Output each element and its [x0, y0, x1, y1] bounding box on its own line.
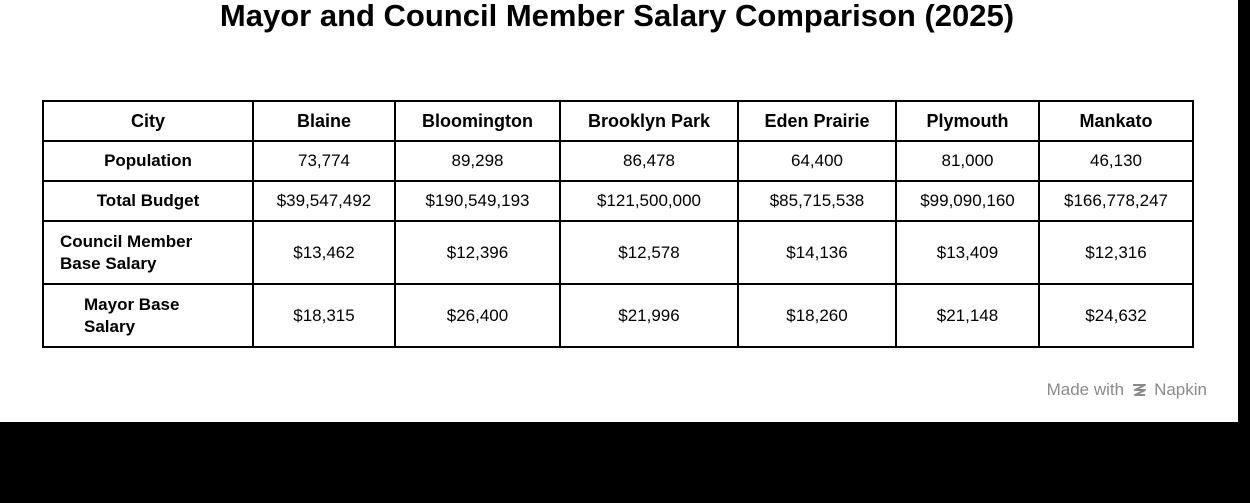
made-with-napkin-footer: [1047, 380, 1207, 400]
row-label-mayor-base-salary: [43, 284, 253, 347]
row-label-line: Population: [104, 151, 192, 170]
row-label-line: Mayor Base: [84, 294, 180, 314]
table-cell: 81,000: [896, 141, 1039, 181]
table-cell: $13,409: [896, 221, 1039, 284]
table-cell: $18,260: [738, 284, 896, 347]
table-cell: 86,478: [560, 141, 738, 181]
header-cell-city-name: Bloomington: [395, 101, 560, 141]
row-label-line: Council Member: [60, 231, 193, 251]
table-row-total-budget: [43, 181, 1193, 221]
salary-comparison-table: [42, 100, 1194, 348]
row-label-line: Total Budget: [96, 191, 200, 210]
table-cell: $18,315: [253, 284, 395, 347]
table-cell: $99,090,160: [896, 181, 1039, 221]
table-header-row: [43, 101, 1193, 141]
row-label-line: Salary: [84, 316, 136, 336]
table-cell: $21,148: [896, 284, 1039, 347]
row-label-total-budget: [43, 181, 253, 221]
table-cell: $12,578: [560, 221, 738, 284]
table-cell: $85,715,538: [738, 181, 896, 221]
table-cell: $26,400: [395, 284, 560, 347]
table-row-mayor-salary: [43, 284, 1193, 347]
table-cell: $190,549,193: [395, 181, 560, 221]
table-cell: $14,136: [738, 221, 896, 284]
table-cell: $121,500,000: [560, 181, 738, 221]
header-cell-city: City: [43, 101, 253, 141]
row-label-council-member-base-salary: [43, 221, 253, 284]
table-row-population: [43, 141, 1193, 181]
header-cell-city-name: Blaine: [253, 101, 395, 141]
table-cell: $13,462: [253, 221, 395, 284]
made-with-text: Made with: [1046, 380, 1125, 399]
table-cell: $39,547,492: [253, 181, 395, 221]
table-cell: $21,996: [560, 284, 738, 347]
header-cell-city-name: Eden Prairie: [738, 101, 896, 141]
table-cell: $24,632: [1039, 284, 1193, 347]
table-row-council-salary: [43, 221, 1193, 284]
napkin-brand-text: Napkin: [1154, 380, 1207, 399]
table-cell: 46,130: [1039, 141, 1193, 181]
table-cell: 89,298: [395, 141, 560, 181]
napkin-logo-icon: [1130, 381, 1148, 399]
header-cell-city-name: Brooklyn Park: [560, 101, 738, 141]
table-cell: $12,396: [395, 221, 560, 284]
row-label-population: [43, 141, 253, 181]
header-cell-city-name: Plymouth: [896, 101, 1039, 141]
row-label-line: Base Salary: [60, 253, 157, 273]
chart-title: Mayor and Council Member Salary Comparison (2025): [219, 0, 1015, 33]
table-cell: $166,778,247: [1039, 181, 1193, 221]
header-cell-city-name: Mankato: [1039, 101, 1193, 141]
table-cell: 73,774: [253, 141, 395, 181]
table-cell: 64,400: [738, 141, 896, 181]
table-cell: $12,316: [1039, 221, 1193, 284]
